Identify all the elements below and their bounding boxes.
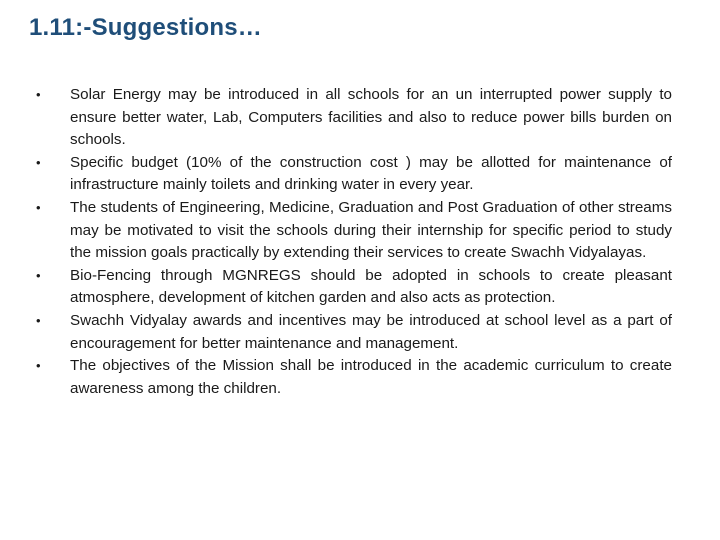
suggestion-text: Bio-Fencing through MGNREGS should be adopted in schools to create pleasant atmosphere, development of kitchen garden and also acts as protection. xyxy=(70,266,672,307)
list-item xyxy=(36,355,672,400)
bullet-icon: • xyxy=(36,358,41,374)
page-title: 1.11:-Suggestions… xyxy=(29,14,262,41)
list-item xyxy=(36,152,672,197)
bullet-icon: • xyxy=(36,154,41,170)
suggestion-text: The objectives of the Mission shall be introduced in the academic curriculum to create awareness among the children. xyxy=(70,357,672,397)
suggestions-list xyxy=(36,84,672,400)
suggestion-text: Solar Energy may be introduced in all schools for an un interrupted power supply to ensure better water, Lab, Computers facilities and also to reduce power bills burden on schools. xyxy=(70,86,672,149)
bullet-icon: • xyxy=(36,312,41,328)
suggestion-text: Swachh Vidyalay awards and incentives may be introduced at school level as a part of encouragement for better maintenance and management. xyxy=(70,311,672,352)
suggestion-text: Specific budget (10% of the construction cost ) may be allotted for maintenance of infrastructure mainly toilets and drinking water in every year. xyxy=(70,153,672,194)
list-item xyxy=(36,197,672,265)
list-item xyxy=(36,310,672,355)
suggestion-text: The students of Engineering, Medicine, Graduation and Post Graduation of other streams may be motivated to visit the schools during their internship for specific period to study the mission goals practically by extending their services to create Swachh Vidyalayas. xyxy=(70,198,672,262)
bullet-icon: • xyxy=(36,87,41,102)
bullet-icon: • xyxy=(36,267,41,283)
list-item xyxy=(36,84,672,152)
bullet-icon: • xyxy=(36,199,41,215)
list-item xyxy=(36,265,672,310)
